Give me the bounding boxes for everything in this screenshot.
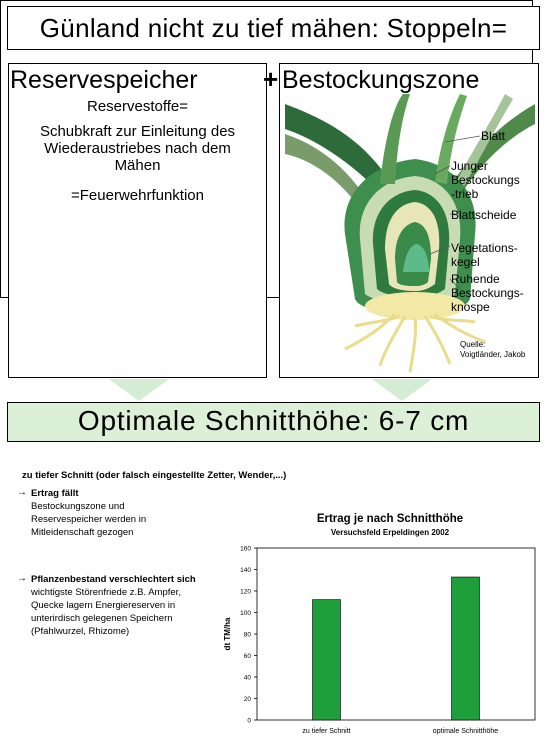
bar-chart (215, 540, 540, 745)
label-veg1: Vegetations- (451, 241, 518, 255)
point2-line2: Quecke lagern Energiereserven in (31, 600, 176, 611)
chart-subtitle: Versuchsfeld Erpeldingen 2002 (330, 528, 450, 537)
source-note (460, 340, 525, 360)
bestockung-heading: Bestockungszone (282, 66, 480, 94)
label-veg2: kegel (451, 255, 480, 269)
bottom-heading: zu tiefer Schnitt (oder falsch eingestellte Zetter, Wender,...) (22, 470, 287, 481)
reserve-line2 (8, 123, 267, 174)
label-vegetationskegel (451, 241, 518, 269)
label-jung3: -trieb (451, 187, 479, 201)
reserve-line2a: Schubkraft zur Einleitung des (39, 123, 236, 140)
chart-title: Ertrag je nach Schnitthöhe (316, 513, 464, 525)
x-tick-label: optimale Schnitthöhe (432, 728, 499, 735)
y-tick-label: 140 (240, 567, 251, 574)
y-tick-label: 40 (243, 674, 251, 682)
label-jung1: Junger (451, 159, 488, 173)
label-ruhe1: Ruhende (451, 272, 500, 286)
source-line1: Quelle: (460, 340, 486, 349)
y-tick-label: 160 (240, 545, 251, 553)
optimal-text: Optimale Schnitthöhe: 6-7 cm (77, 405, 470, 436)
y-tick-label: 120 (240, 588, 251, 596)
label-jung2: Bestockungs (451, 173, 520, 187)
source-line2: Voigtländer, Jakob (460, 350, 526, 359)
bar (452, 577, 480, 720)
page-title: Günland nicht zu tief mähen: Stoppeln= (39, 13, 508, 43)
down-arrow-left (109, 379, 169, 401)
point2-line1: wichtigste Störenfriede z.B. Ampfer, (31, 587, 181, 598)
reserve-line3: =Feuerwehrfunktion (71, 187, 204, 204)
down-arrow-right (372, 379, 432, 401)
point1-line2: Reservespeicher werden in (31, 514, 147, 525)
reserve-heading: Reservespeicher (10, 66, 198, 94)
plus-sign: + (263, 64, 279, 94)
point2-line3: unterirdisch gelegenen Speichern (31, 613, 173, 624)
point1-title: Ertrag fällt (31, 488, 79, 499)
label-ruhe2: Bestockungs- (451, 286, 524, 300)
x-tick-label: zu tiefer Schnitt (302, 728, 351, 735)
arrow-icon: → (17, 573, 27, 584)
plot-area (257, 548, 535, 720)
reserve-line2b: Wiederaustriebes nach dem (44, 140, 231, 157)
point2-title: Pflanzenbestand verschlechtert sich (31, 574, 196, 585)
reserve-line1: Reservestoffe= (86, 98, 189, 115)
arrow-icon: → (17, 487, 27, 498)
y-tick-label: 100 (240, 610, 251, 617)
label-blattscheide: Blattscheide (451, 208, 517, 222)
point1-line3: Mitleidenschaft gezogen (31, 527, 134, 538)
y-tick-label: 0 (247, 717, 251, 725)
label-junger-trieb (451, 159, 520, 201)
label-ruhende-knospe (451, 272, 524, 314)
point1-line1: Bestockungszone und (31, 501, 125, 512)
optimal-banner (7, 402, 540, 442)
y-tick-label: 60 (243, 653, 251, 660)
title-box (7, 6, 540, 50)
point2-line4: (Pfahlwurzel, Rhizome) (31, 626, 130, 637)
y-axis-label: dt TM/ha (223, 617, 232, 651)
reserve-line2c: Mähen (114, 157, 161, 174)
label-ruhe3: knospe (451, 300, 490, 314)
y-tick-label: 80 (243, 631, 251, 639)
bar (313, 600, 341, 720)
label-blatt: Blatt (481, 129, 506, 143)
y-tick-label: 20 (243, 696, 251, 703)
